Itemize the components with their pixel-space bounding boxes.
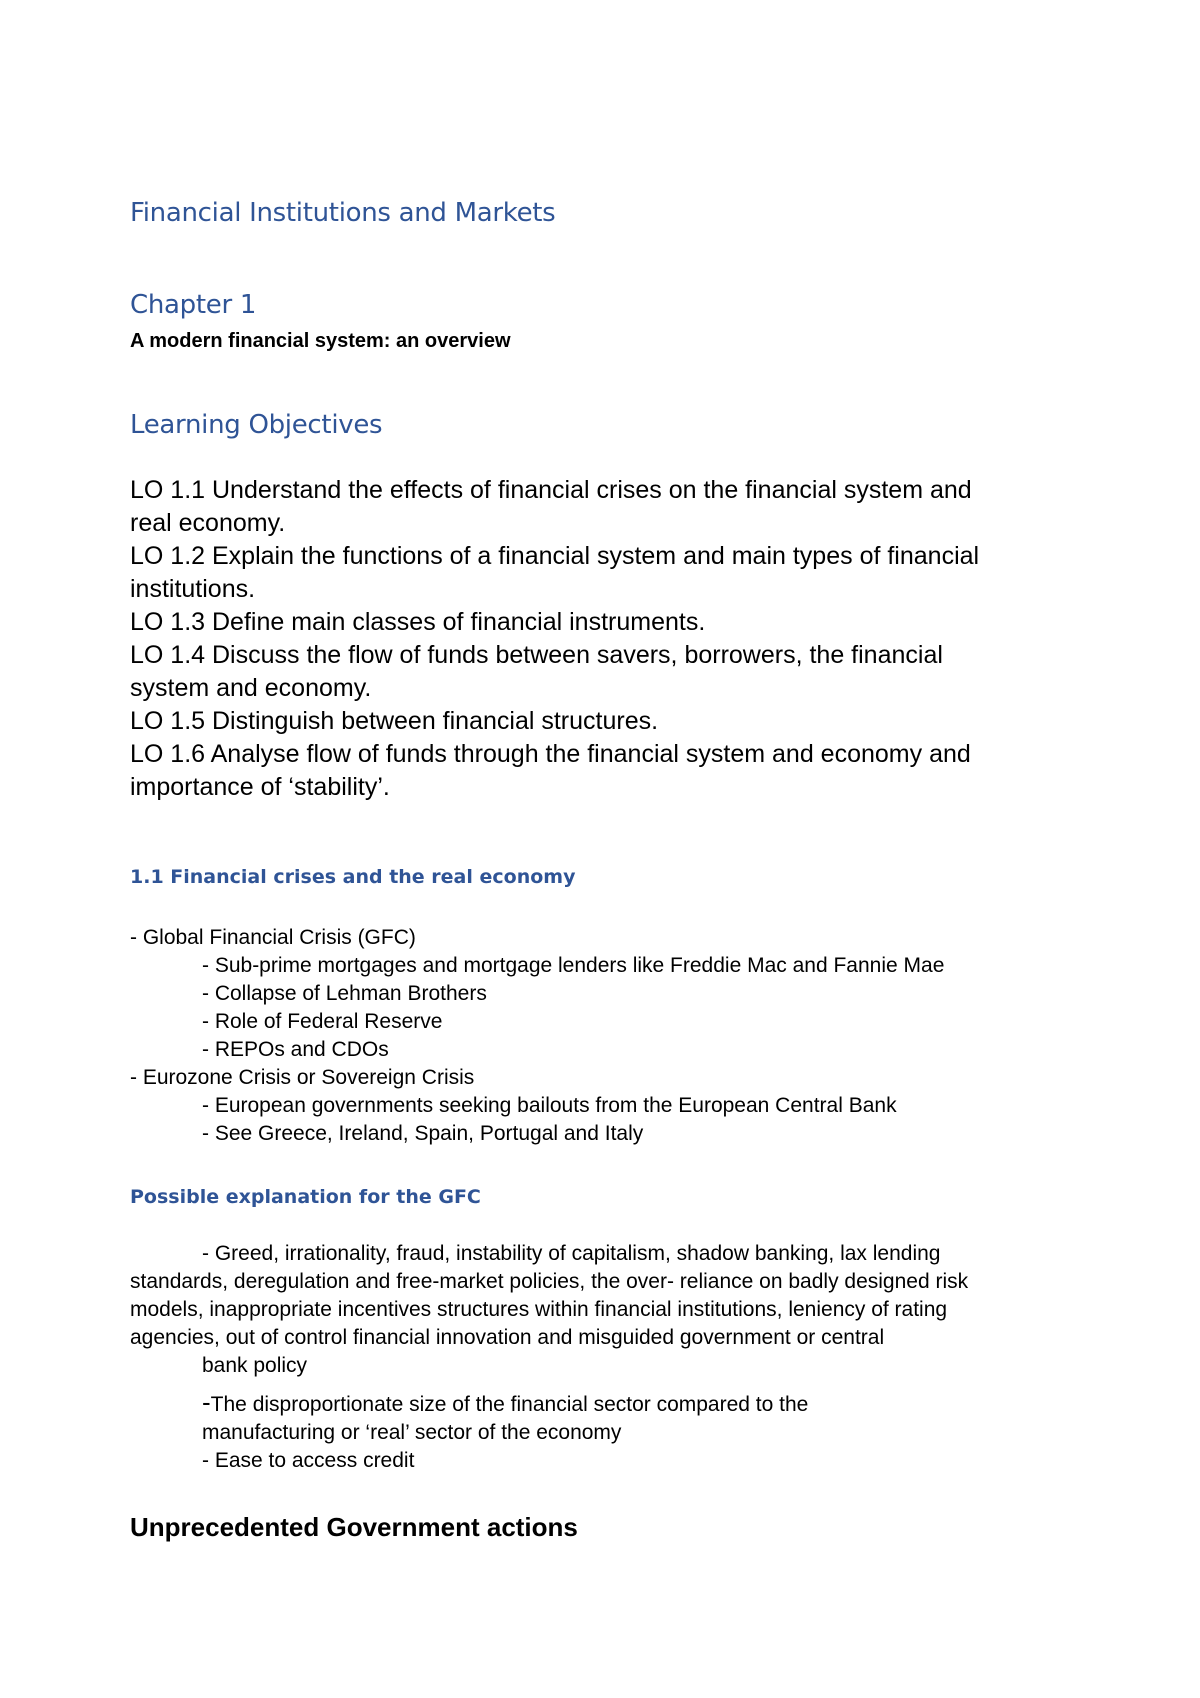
objective-line: institutions. <box>130 575 256 603</box>
objective-line: LO 1.5 Distinguish between financial structures. <box>130 707 659 735</box>
section-heading-explanation: Possible explanation for the GFC <box>130 1186 481 1208</box>
objective-line: LO 1.1 Understand the effects of financial crises on the financial system and <box>130 476 972 504</box>
spacer <box>130 1380 1130 1388</box>
section-heading-1-1: 1.1 Financial crises and the real economy <box>130 866 576 888</box>
explanation-point-2 <box>130 1388 1130 1419</box>
list-subitem: - Role of Federal Reserve <box>202 1010 443 1033</box>
explanation-line: manufacturing or ‘real’ sector of the economy <box>202 1421 622 1444</box>
government-actions-heading: Unprecedented Government actions <box>130 1512 578 1542</box>
learning-objectives-list <box>130 474 1130 804</box>
explanation-line: standards, deregulation and free-market policies, the over- reliance on badly designed risk <box>130 1270 969 1293</box>
list-item-gfc: - Global Financial Crisis (GFC) <box>130 926 416 949</box>
explanation-line: bank policy <box>202 1354 308 1377</box>
crises-list <box>130 924 1130 1148</box>
list-subitem: - REPOs and CDOs <box>202 1038 389 1061</box>
chapter-subtitle: A modern financial system: an overview <box>130 330 511 352</box>
list-subitem: - Sub-prime mortgages and mortgage lenders like Freddie Mac and Fannie Mae <box>202 954 945 977</box>
objective-line: LO 1.4 Discuss the flow of funds between savers, borrowers, the financial <box>130 641 943 669</box>
list-item-eurozone: - Eurozone Crisis or Sovereign Crisis <box>130 1066 475 1089</box>
explanation-point-2-text: The disproportionate size of the financial sector compared to the <box>210 1393 809 1416</box>
objective-line: real economy. <box>130 509 286 537</box>
explanation-line: - Greed, irrationality, fraud, instability of capitalism, shadow banking, lax lending <box>202 1242 941 1265</box>
explanation-line: agencies, out of control financial innovation and misguided government or central <box>130 1326 885 1349</box>
objective-line: LO 1.2 Explain the functions of a financial system and main types of financial <box>130 542 980 570</box>
objective-line: system and economy. <box>130 674 372 702</box>
explanation-point-3: - Ease to access credit <box>202 1449 415 1472</box>
objective-line: importance of ‘stability’. <box>130 773 390 801</box>
chapter-heading: Chapter 1 <box>130 290 257 320</box>
dash-glyph: - <box>202 1387 211 1417</box>
objective-line: LO 1.6 Analyse flow of funds through the financial system and economy and <box>130 740 971 768</box>
list-subitem: - See Greece, Ireland, Spain, Portugal and Italy <box>202 1122 644 1145</box>
list-subitem: - Collapse of Lehman Brothers <box>202 982 487 1005</box>
explanation-line: models, inappropriate incentives structures within financial institutions, leniency of rating <box>130 1298 948 1321</box>
list-subitem: - European governments seeking bailouts from the European Central Bank <box>202 1094 897 1117</box>
explanation-block <box>130 1240 1130 1475</box>
learning-objectives-heading: Learning Objectives <box>130 410 383 440</box>
document-title: Financial Institutions and Markets <box>130 198 556 228</box>
objective-line: LO 1.3 Define main classes of financial instruments. <box>130 608 706 636</box>
